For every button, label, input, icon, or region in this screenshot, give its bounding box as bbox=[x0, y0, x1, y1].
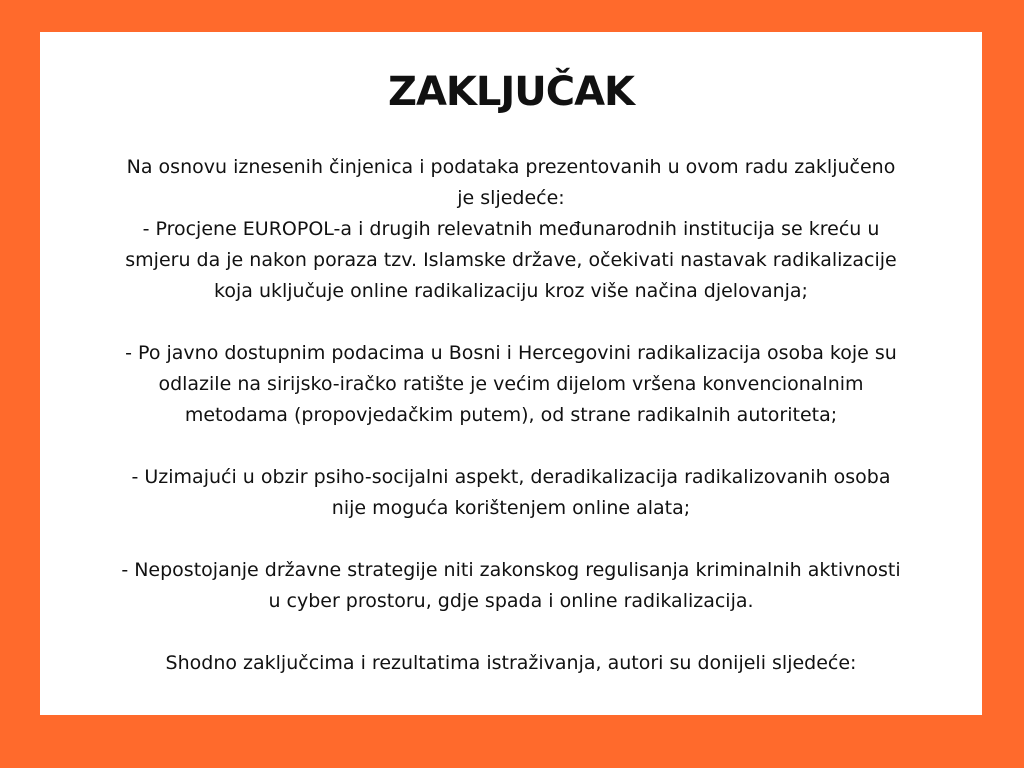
paragraph-bih-radicalization bbox=[44, 338, 978, 431]
text-line: nije moguća korištenjem online alata; bbox=[331, 497, 691, 519]
text-line: - Uzimajući u obzir psiho-socijalni aspekt, deradikalizacija radikalizovanih osoba bbox=[131, 466, 891, 488]
text-line: - Nepostojanje državne strategije niti zakonskog regulisanja kriminalnih aktivnosti bbox=[121, 559, 901, 581]
text-line: smjeru da je nakon poraza tzv. Islamske države, očekivati nastavak radikalizacije bbox=[125, 249, 897, 271]
text-line: koja uključuje online radikalizaciju kroz više načina djelovanja; bbox=[214, 280, 808, 302]
slide-title: ZAKLJUČAK bbox=[387, 69, 635, 115]
paragraph-deradicalization bbox=[44, 462, 978, 524]
paragraph-intro bbox=[44, 152, 978, 307]
text-line: u cyber prostoru, gdje spada i online radikalizacija. bbox=[268, 590, 754, 612]
slide-card bbox=[40, 32, 982, 715]
text-line: je sljedeće: bbox=[457, 187, 565, 209]
slide-body bbox=[44, 152, 978, 679]
text-line: - Procjene EUROPOL-a i drugih relevatnih međunarodnih institucija se kreću u bbox=[142, 218, 880, 240]
text-line: - Po javno dostupnim podacima u Bosni i Hercegovini radikalizacija osoba koje su bbox=[125, 342, 897, 364]
text-line: odlazile na sirijsko-iračko ratište je većim dijelom vršena konvencionalnim bbox=[158, 373, 864, 395]
text-line: metodama (propovjedačkim putem), od strane radikalnih autoriteta; bbox=[184, 404, 838, 426]
paragraph-strategy bbox=[44, 555, 978, 617]
text-line: Shodno zaključcima i rezultatima istraživanja, autori su donijeli sljedeće: bbox=[165, 652, 857, 674]
text-line: Na osnovu iznesenih činjenica i podataka prezentovanih u ovom radu zaključeno bbox=[126, 156, 896, 178]
paragraph-conclusion bbox=[44, 648, 978, 679]
